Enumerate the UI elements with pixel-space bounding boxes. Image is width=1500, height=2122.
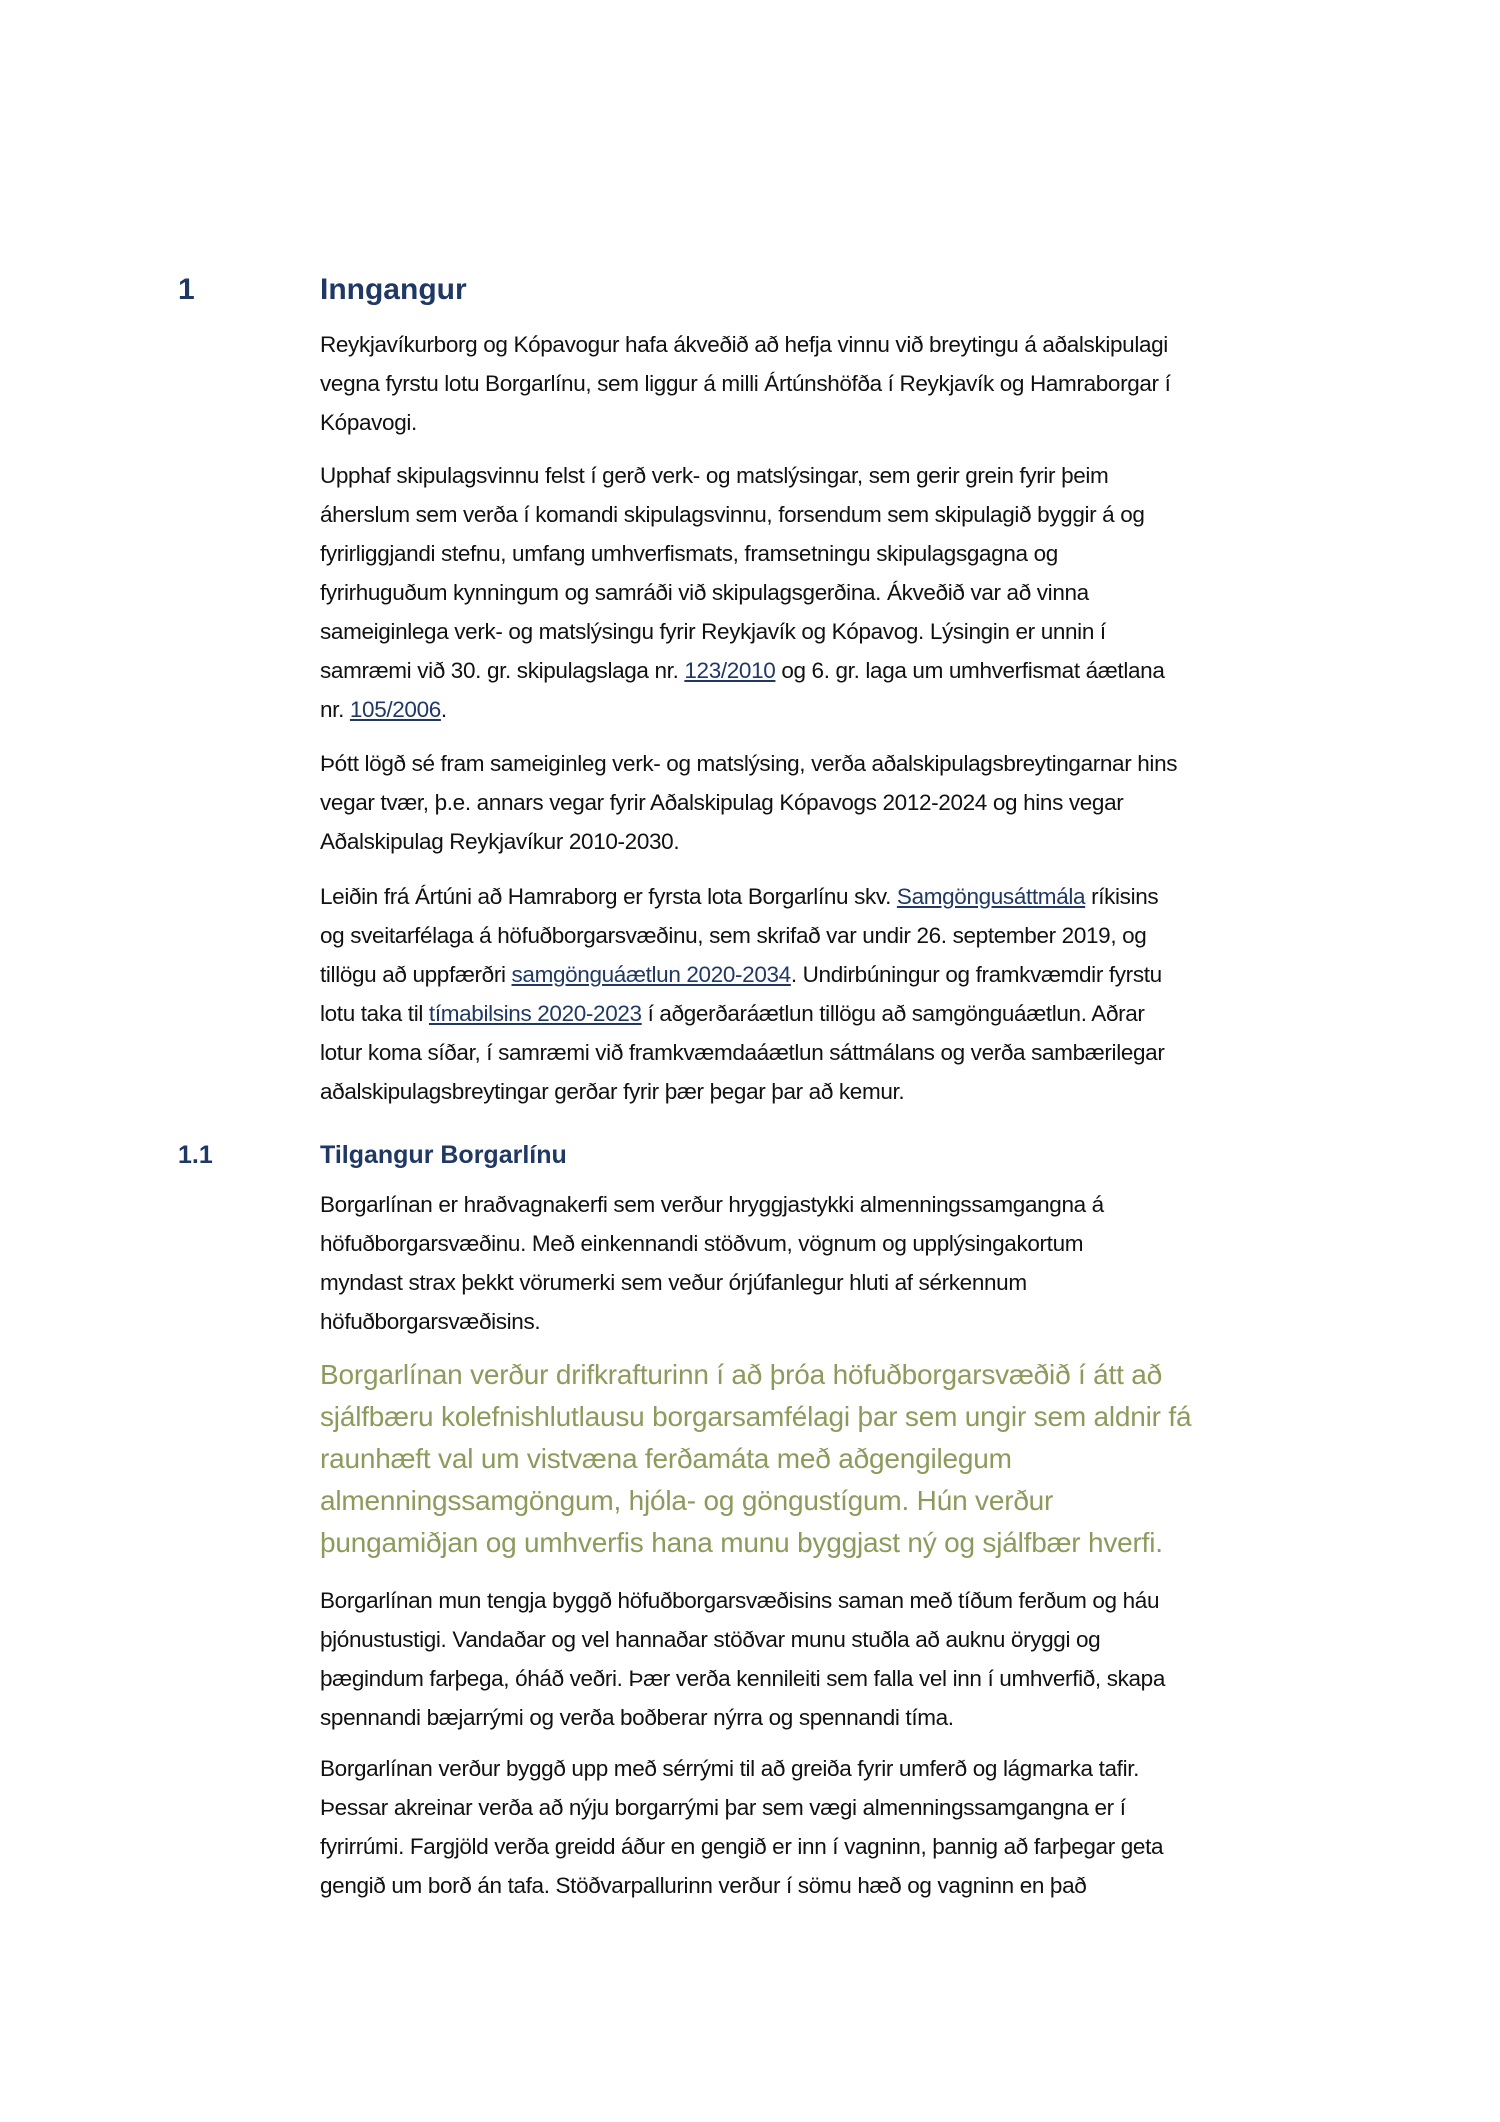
text-line: áherslum sem verða í komandi skipulagsvinnu, forsendum sem skipulagið byggir á og bbox=[320, 502, 1145, 527]
text-line: Borgarlínan er hraðvagnakerfi sem verður hryggjastykki almenningssamgangna á bbox=[320, 1192, 1104, 1217]
text-segment: Leiðin frá Ártúni að Hamraborg er fyrsta lota Borgarlínu skv. bbox=[320, 884, 897, 909]
reference-link[interactable]: tímabilsins 2020-2023 bbox=[428, 1001, 642, 1026]
pull-quote bbox=[320, 1354, 1340, 1564]
text-line: Þessar akreinar verða að nýju borgarrými þar sem vægi almenningssamgangna er í bbox=[320, 1795, 1126, 1820]
text-line: Aðalskipulag Reykjavíkur 2010-2030. bbox=[320, 829, 680, 854]
paragraph bbox=[320, 456, 1330, 729]
text-line bbox=[320, 994, 1330, 1033]
text-line: Borgarlínan mun tengja byggð höfuðborgarsvæðisins saman með tíðum ferðum og háu bbox=[320, 1588, 1160, 1613]
text-segment: ríkisins bbox=[1085, 884, 1159, 909]
text-segment: tillögu að uppfærðri bbox=[320, 962, 512, 987]
text-line: fyrirrúmi. Fargjöld verða greidd áður en gengið er inn í vagninn, þannig að farþegar geta bbox=[320, 1834, 1164, 1859]
text-line: Reykjavíkurborg og Kópavogur hafa ákveðið að hefja vinnu við breytingu á aðalskipulagi bbox=[320, 332, 1168, 357]
text-line bbox=[320, 877, 1330, 916]
text-segment: samræmi við 30. gr. skipulagslaga nr. bbox=[320, 658, 685, 683]
paragraph bbox=[320, 877, 1330, 1111]
reference-link[interactable]: 123/2010 bbox=[684, 658, 776, 683]
reference-link[interactable]: samgönguáætlun 2020-2034 bbox=[511, 962, 791, 987]
text-line bbox=[320, 651, 1330, 690]
text-segment: lotu taka til bbox=[320, 1001, 429, 1026]
text-line: sameiginlega verk- og matslýsingu fyrir Reykjavík og Kópavog. Lýsingin er unnin í bbox=[320, 619, 1106, 644]
paragraph bbox=[320, 744, 1330, 861]
text-segment: nr. bbox=[320, 697, 350, 722]
text-line: fyrirhuguðum kynningum og samráði við skipulagsgerðina. Ákveðið var að vinna bbox=[320, 580, 1089, 605]
paragraph bbox=[320, 1185, 1330, 1341]
subsection-number: 1.1 bbox=[178, 1141, 213, 1169]
text-segment: og 6. gr. laga um umhverfismat áætlana bbox=[775, 658, 1165, 683]
text-line bbox=[320, 690, 1330, 729]
text-line: gengið um borð án tafa. Stöðvarpallurinn verður í sömu hæð og vagninn en það bbox=[320, 1873, 1087, 1898]
text-line: og sveitarfélaga á höfuðborgarsvæðinu, sem skrifað var undir 26. september 2019, og bbox=[320, 923, 1147, 948]
section-number: 1 bbox=[178, 273, 195, 306]
text-line: vegna fyrstu lotu Borgarlínu, sem liggur á milli Ártúnshöfða í Reykjavík og Hamraborgar í bbox=[320, 371, 1171, 396]
text-line: aðalskipulagsbreytingar gerðar fyrir þær þegar þar að kemur. bbox=[320, 1079, 905, 1104]
text-line: fyrirliggjandi stefnu, umfang umhverfismats, framsetningu skipulagsgagna og bbox=[320, 541, 1058, 566]
text-line: myndast strax þekkt vörumerki sem veður órjúfanlegur hluti af sérkennum bbox=[320, 1270, 1027, 1295]
text-line: spennandi bæjarrými og verða boðberar nýrra og spennandi tíma. bbox=[320, 1705, 954, 1730]
paragraph bbox=[320, 1749, 1330, 1905]
text-line: sjálfbæru kolefnishlutlausu borgarsamfélagi þar sem ungir sem aldnir fá bbox=[320, 1401, 1192, 1432]
text-line: Upphaf skipulagsvinnu felst í gerð verk- og matslýsingar, sem gerir grein fyrir þeim bbox=[320, 463, 1109, 488]
text-segment: . Undirbúningur og framkvæmdir fyrstu bbox=[790, 962, 1162, 987]
text-line: Þótt lögð sé fram sameiginleg verk- og matslýsing, verða aðalskipulagsbreytingarnar hins bbox=[320, 751, 1178, 776]
text-line: almenningssamgöngum, hjóla- og göngustígum. Hún verður bbox=[320, 1485, 1054, 1516]
text-line: raunhæft val um vistvæna ferðamáta með aðgengilegum bbox=[320, 1443, 1012, 1474]
text-line: lotur koma síðar, í samræmi við framkvæmdaáætlun sáttmálans og verða sambærilegar bbox=[320, 1040, 1165, 1065]
reference-link[interactable]: Samgöngusáttmála bbox=[896, 884, 1086, 909]
text-line: þægindum farþega, óháð veðri. Þær verða kennileiti sem falla vel inn í umhverfið, skapa bbox=[320, 1666, 1166, 1691]
reference-link[interactable]: 105/2006 bbox=[349, 697, 441, 722]
text-segment: í aðgerðaráætlun tillögu að samgönguáætlun. Aðrar bbox=[641, 1001, 1145, 1026]
paragraph bbox=[320, 1581, 1330, 1737]
text-line: þungamiðjan og umhverfis hana munu byggjast ný og sjálfbær hverfi. bbox=[320, 1527, 1163, 1558]
text-line: höfuðborgarsvæðinu. Með einkennandi stöðvum, vögnum og upplýsingakortum bbox=[320, 1231, 1084, 1256]
text-line: höfuðborgarsvæðisins. bbox=[320, 1309, 541, 1334]
text-line: þjónustustigi. Vandaðar og vel hannaðar stöðvar munu stuðla að auknu öryggi og bbox=[320, 1627, 1101, 1652]
paragraph bbox=[320, 325, 1330, 442]
text-line: Kópavogi. bbox=[320, 410, 417, 435]
text-line: Borgarlínan verður drifkrafturinn í að þróa höfuðborgarsvæðið í átt að bbox=[320, 1359, 1163, 1390]
text-line bbox=[320, 955, 1330, 994]
subsection-title: Tilgangur Borgarlínu bbox=[320, 1141, 567, 1169]
section-title: Inngangur bbox=[320, 273, 467, 306]
text-segment: . bbox=[440, 697, 447, 722]
text-line: Borgarlínan verður byggð upp með sérrými til að greiða fyrir umferð og lágmarka tafir. bbox=[320, 1756, 1140, 1781]
text-line: vegar tvær, þ.e. annars vegar fyrir Aðalskipulag Kópavogs 2012-2024 og hins vegar bbox=[320, 790, 1124, 815]
